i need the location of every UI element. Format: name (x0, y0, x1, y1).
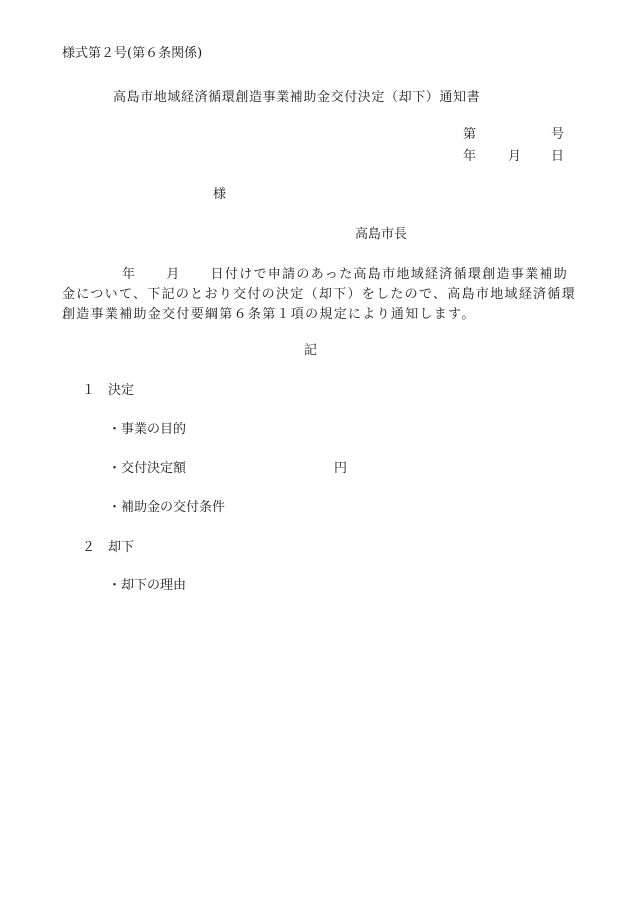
section-2-item-reason: ・却下の理由 (108, 578, 187, 593)
section-2-title: 却下 (108, 540, 135, 555)
section-1-item-amount: ・交付決定額 (108, 461, 187, 476)
form-number: 様式第２号(第６条関係) (62, 46, 203, 61)
section-1-title: 決定 (108, 383, 135, 398)
body-month-label: 月 (166, 267, 181, 282)
doc-number-suffix: 号 (551, 127, 565, 142)
body-text: 日付けで申請のあった高島市地域経済循環創造事業補助金について、下記のとおり交付の決定（却下）をしたので、高島市地域経済循環創造事業補助金交付要綱第６条第１項の規定により通知します。 (62, 267, 577, 322)
body-paragraph (62, 265, 582, 325)
ki-heading: 記 (304, 343, 318, 358)
section-1-item-purpose: ・事業の目的 (108, 422, 187, 437)
body-year-label: 年 (122, 267, 137, 282)
date-month-label: 月 (508, 149, 522, 164)
date-year-label: 年 (463, 149, 477, 164)
section-1-number: １ (82, 383, 96, 398)
issuer-name: 高島市長 (355, 227, 408, 242)
document-title: 高島市地域経済循環創造事業補助金交付決定（却下）通知書 (113, 90, 481, 105)
recipient-honorific: 様 (213, 187, 227, 202)
date-day-label: 日 (551, 149, 565, 164)
yen-unit-label: 円 (334, 461, 348, 476)
doc-number-prefix: 第 (463, 127, 477, 142)
section-1-item-conditions: ・補助金の交付条件 (108, 500, 226, 515)
section-2-number: ２ (82, 540, 96, 555)
